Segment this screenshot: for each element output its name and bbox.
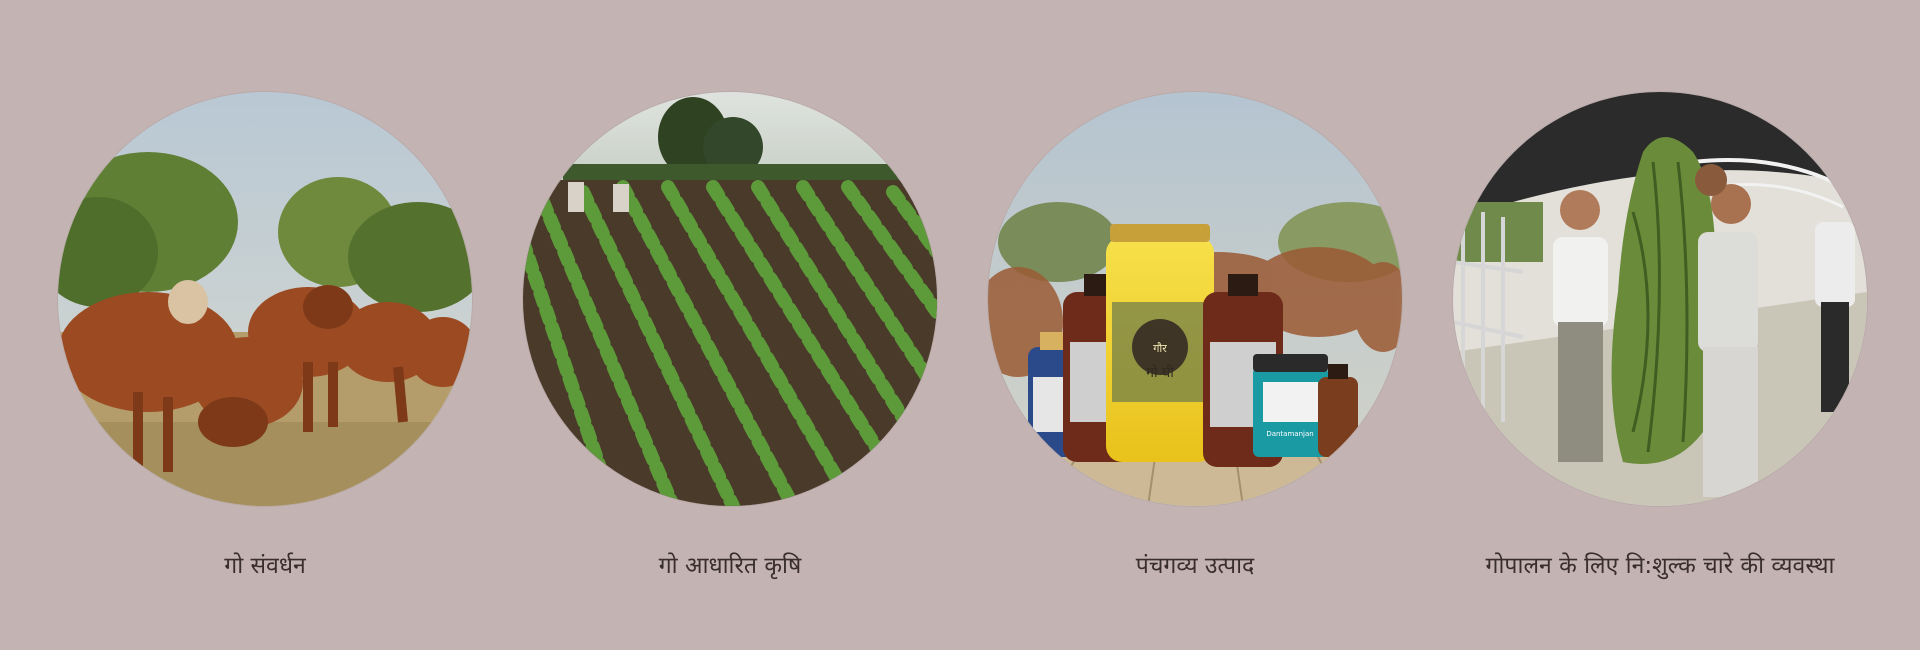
- feature-caption[interactable]: पंचगव्य उत्पाद: [1135, 553, 1255, 579]
- feature-card-free-fodder[interactable]: [1450, 92, 1870, 592]
- feature-caption[interactable]: गो आधारित कृषि: [658, 553, 802, 579]
- cows-grazing-image: [58, 92, 472, 506]
- brand-emblem-text: गौर: [1153, 342, 1167, 355]
- feature-card-panchagavya-products[interactable]: [985, 92, 1405, 592]
- fodder-distribution-image: [1453, 92, 1867, 506]
- ghee-jar-label: गो घी: [1146, 365, 1174, 381]
- jar-label: Dantamanjan: [1266, 430, 1314, 438]
- panchagavya-products-image: [988, 92, 1402, 506]
- feature-caption[interactable]: गो संवर्धन: [224, 553, 306, 579]
- feature-card-cow-breeding[interactable]: [55, 92, 475, 592]
- feature-caption[interactable]: गोपालन के लिए नि:शुल्क चारे की व्यवस्था: [1485, 553, 1835, 579]
- feature-card-cow-based-farming[interactable]: [520, 92, 940, 592]
- crop-field-image: [523, 92, 937, 506]
